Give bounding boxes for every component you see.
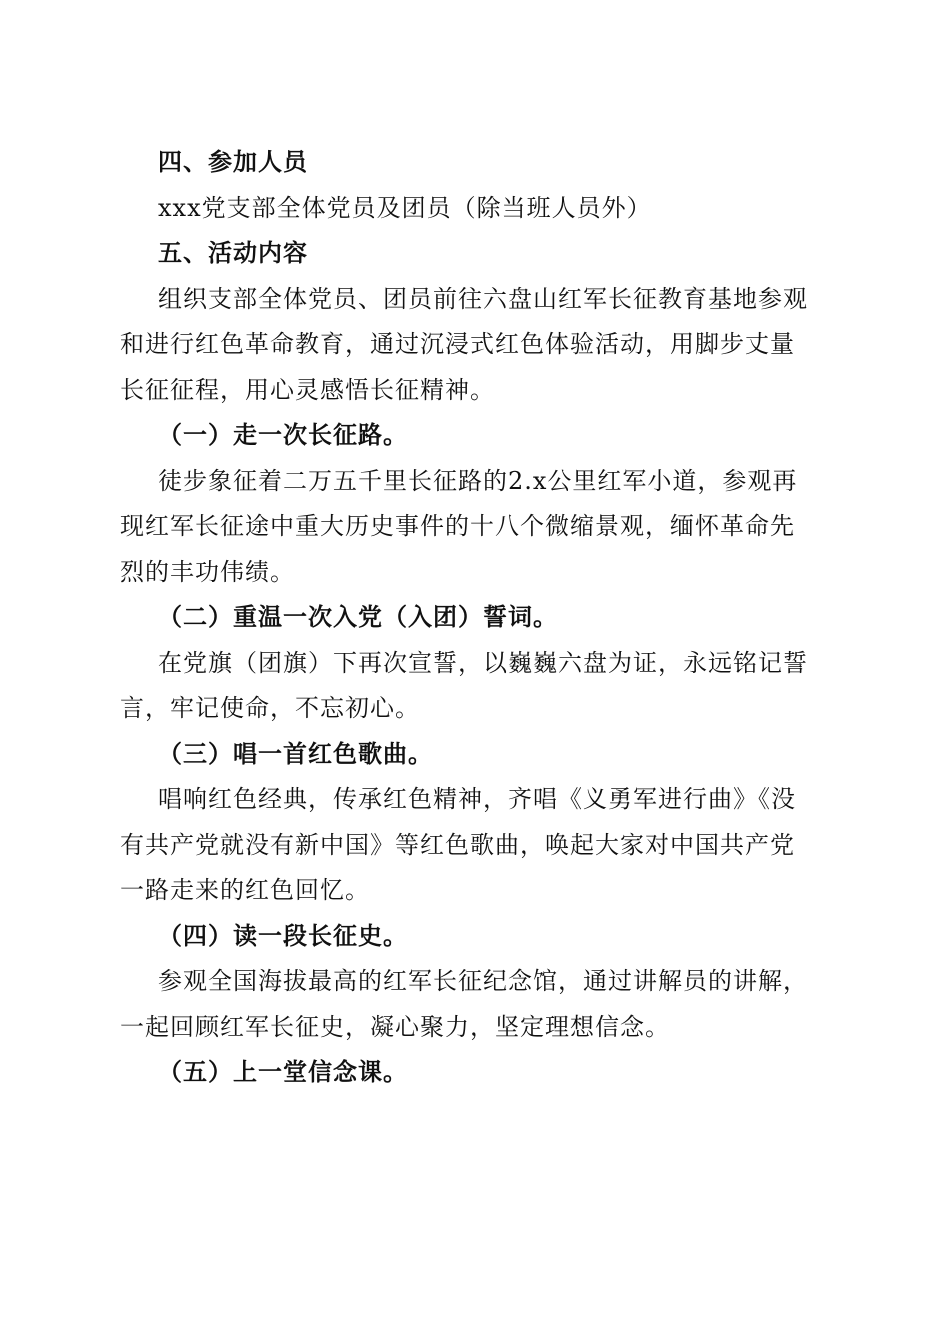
item-paragraph-history xyxy=(120,959,826,1050)
item-title-red-song: （三）唱一首红色歌曲。 xyxy=(158,739,433,768)
participants-text: xxx党支部全体党员及团员（除当班人员外） xyxy=(158,193,652,222)
item-paragraph-long-march-walk xyxy=(120,459,826,596)
section-heading-participants: 四、参加人员 xyxy=(158,148,308,176)
paragraph-line: 有共产党就没有新中国》等红色歌曲，唤起大家对中国共产党 xyxy=(120,830,795,859)
item-paragraph-red-song xyxy=(120,777,826,914)
activities-intro-paragraph xyxy=(120,277,826,414)
paragraph-line: 言，牢记使命，不忘初心。 xyxy=(120,694,420,722)
paragraph-line: 现红军长征途中重大历史事件的十八个微缩景观，缅怀革命先 xyxy=(120,512,795,540)
paragraph-line: 一起回顾红军长征史，凝心聚力，坚定理想信念。 xyxy=(120,1012,670,1041)
document-body xyxy=(120,140,826,1096)
paragraph-line: 在党旗（团旗）下再次宣誓，以巍巍六盘为证，永远铭记誓 xyxy=(158,648,808,677)
item-paragraph-oath xyxy=(120,641,826,732)
paragraph-line: 徒步象征着二万五千里长征路的2.x公里红军小道，参观再 xyxy=(158,466,798,495)
item-title-oath: （二）重温一次入党（入团）誓词。 xyxy=(158,603,558,631)
paragraph-line: 长征征程，用心灵感悟长征精神。 xyxy=(120,375,495,404)
section-heading-activities: 五、活动内容 xyxy=(158,239,308,267)
paragraph-line: 一路走来的红色回忆。 xyxy=(120,876,370,904)
item-title-belief-class: （五）上一堂信念课。 xyxy=(158,1058,408,1086)
item-title-history: （四）读一段长征史。 xyxy=(158,921,408,950)
paragraph-line: 组织支部全体党员、团员前往六盘山红军长征教育基地参观 xyxy=(158,284,808,313)
paragraph-line: 和进行红色革命教育，通过沉浸式红色体验活动，用脚步丈量 xyxy=(120,330,795,358)
paragraph-line: 烈的丰功伟绩。 xyxy=(120,557,295,586)
item-title-long-march-walk: （一）走一次长征路。 xyxy=(158,421,408,449)
paragraph-line: 参观全国海拔最高的红军长征纪念馆，通过讲解员的讲解， xyxy=(158,967,808,995)
paragraph-line: 唱响红色经典，传承红色精神，齐唱《义勇军进行曲》《没 xyxy=(158,785,796,813)
